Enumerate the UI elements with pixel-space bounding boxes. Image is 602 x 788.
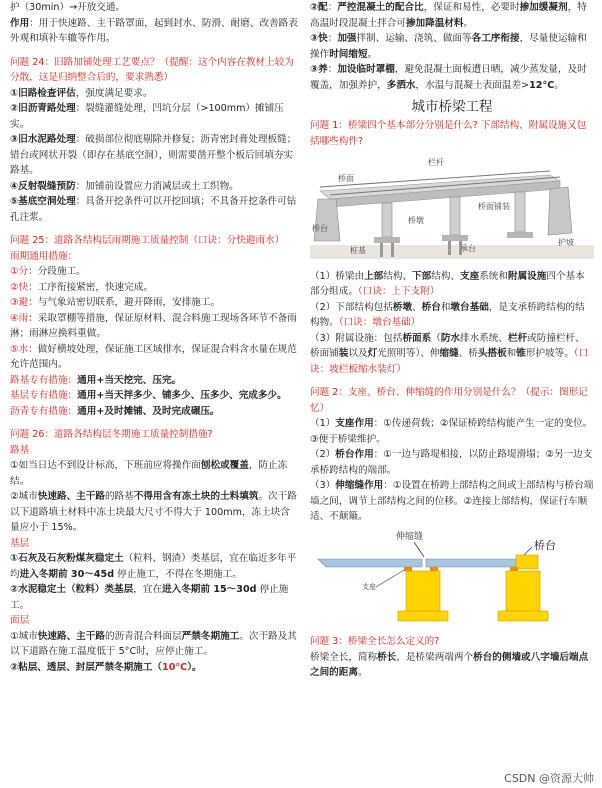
q1-answer-3: （3）附属设施：包括桥面系（防水排水系统、栏杆或防撞栏杆、桥面铺装以及灯光照明等）、伸缩缝、桥头搭板和锥形护坡等。（口诀：坡栏板缩水装灯） (310, 332, 589, 375)
q26-heading-surface: 面层 (10, 615, 30, 626)
q24-item-3: ③旧水泥路处理：破损部位彻底剔除并修复；沥青密封膏处理板缝；错台或网状开裂（即存在基底空洞），则需要凿开整个板后回填夯实路基。 (10, 134, 297, 176)
q24-item-1: ①旧路检查评估，强度满足要求。 (10, 87, 153, 99)
q25-asphalt: 沥青专有措施：通用+及时摊铺、及时完成碾压。 (10, 405, 220, 417)
label-railing: 栏杆 (428, 158, 444, 167)
bridge-illustration (310, 153, 594, 259)
label-abutment: 桥台 (312, 224, 328, 233)
watermark: CSDN @资源大帅 (504, 771, 594, 785)
label-slope-protection: 护坡 (558, 238, 574, 247)
label-abutment-2: 桥台 (534, 538, 556, 552)
q2-answer-2: （2）桥台作用：①一边与路堤相接，以防止路堤滑塌；②另一边支承桥跨结构的端部。 (310, 449, 593, 476)
bridge-diagram (310, 153, 594, 265)
q25-item-2: ②快：工序衔接紧密，快速完成。 (10, 281, 153, 293)
q26-base-2: ②水泥稳定土（粒料）类基层，宜在进入冬期前 15～30d 停止施工。 (10, 584, 289, 611)
label-bearing: 支座 (362, 582, 376, 591)
label-deck-pavement: 桥面铺装 (478, 202, 510, 211)
label-expansion-joint: 伸缩缝 (396, 531, 424, 542)
q26-base-1: ①石灰及石灰粉煤灰稳定土（粒料、钢渣）类基层，宜在临近多年平均进入冬期前 30～45d 停止施工，不得在冬期施工。 (10, 553, 297, 580)
question-26-title: 问题 26：道路各结构层冬期施工质量控制措施? (10, 429, 213, 440)
question-25-title: 问题 25：道路各结构层雨期施工质量控制（口诀：分快避雨水） (10, 235, 285, 246)
q26-surface-2: ②粘层、透层、封层严禁冬期施工（10°C）。 (10, 661, 202, 673)
concrete-item-pei: ②配：严控混凝土的配合比，保证和易性，必要时掺加缓凝剂，特高温时段混凝土拌合可掺加降温材料。 (310, 2, 587, 29)
left-column (10, 0, 298, 675)
q26-heading-base: 基层 (10, 537, 30, 549)
q25-road: 路基专有措施：通用+当天挖完、压完。 (10, 374, 182, 386)
q2-answer-3: （3）伸缩缝作用：①设置在桥跨上部结构之间或上部结构与桥台端墙之间，调节上部结构之间的位移。②连接上部结构，保证行车顺适、不颠簸。 (310, 480, 594, 522)
question-1-title: 问题 1：桥梁四个基本部分分别是什么? 下部结构、附属设施又包括哪些构件? (310, 120, 587, 147)
q24-item-4: ④反射裂缝预防：加铺前设置应力消减层或土工织物。 (10, 180, 239, 192)
question-24-title: 问题 24：旧路加铺处理工艺要点？（提醒：这个内容在教材上较为分散，这是归纳整合后的，要求熟悉） (10, 56, 294, 83)
label-pile-cap: 承台 (460, 244, 476, 253)
concrete-item-yang: ③养：加设临时罩棚，避免混凝土面板遭日晒，减少蒸发量，及时覆盖，加强养护，多洒水，水温与混凝土表面温差>12°C。 (310, 64, 587, 91)
label-pier: 桥墩 (408, 216, 424, 225)
q26-surface-1: ①城市快速路、主干路的沥青混合料面层严禁冬期施工。次干路及其以下道路在施工温度低于 5°C时，应停止施工。 (10, 630, 297, 657)
question-2-title: 问题 2：支座、桥台、伸缩缝的作用分别是什么？（提示：图形记忆） (310, 387, 588, 414)
q25-item-1: ①分：分段施工。 (10, 266, 86, 277)
q25-base: 基层专有措施：通用+当天拌多少、铺多少、压多少、完成多少。 (10, 390, 287, 401)
q3-answer: 桥梁全长，简称桥长，是桥梁两端两个桥台的侧墙或八字墙后端点之间的距离。 (310, 651, 589, 678)
concrete-item-kuai: ③快：加强拌制、运输、浇筑、做面等各工序衔接，尽量使运输和操作时间缩短。 (310, 33, 587, 60)
q2-answer-1: （1）支座作用：①传递荷载；②保证桥跨结构能产生一定的变位。③便于桥梁维护。 (310, 418, 593, 445)
label-deck: 桥面 (338, 174, 354, 183)
q26-heading-road: 路基 (10, 444, 30, 456)
q25-item-5: ⑤水：做好横坡处理，保证施工区域排水，保证混合料含水量在规范允许范围内。 (10, 343, 297, 370)
q24-item-2: ②旧沥青路处理：裂缝灌缝处理，凹坑分层（>100mm）摊铺压实。 (10, 103, 284, 130)
expansion-joint-diagram (310, 529, 594, 631)
q25-subtitle: 雨期通用措施： (10, 250, 78, 262)
q1-answer-1: （1）桥梁由上部结构、下部结构、支座系统和附属设施四个基本部分组成。（口诀：上下支附） (310, 270, 585, 297)
question-3-title: 问题 3：桥梁全长怎么定义的? (310, 636, 440, 647)
abutment-illustration (310, 529, 594, 625)
q26-road-2: ②城市快速路、主干路的路基不得用含有冻土块的土料填筑。次干路以下道路填土材料中冻土块最大尺寸不得大于 100mm，冻土块含量应小于 15%。 (10, 491, 297, 533)
q1-answer-2: （2）下部结构包括桥墩、桥台和墩台基础，是支承桥跨结构的结构物。（口诀：墩台基础） (310, 301, 585, 328)
q25-item-4: ④雨：采取罩棚等措施，保证原材料、混合料施工现场各环节不备雨淋；雨淋应换料重做。 (10, 312, 297, 339)
q26-road-1: ①如当日达不到设计标高，下班前应将操作面刨松或覆盖，防止冻结。 (10, 460, 288, 487)
section-title: 城市桥梁工程 (411, 99, 493, 115)
label-pile: 桩基 (350, 246, 366, 255)
q25-item-3: ③避：与气象站密切联系，避开降雨，安排施工。 (10, 297, 221, 308)
intro-line1: 护（30min）→开放交通。 (10, 2, 126, 13)
right-column (310, 0, 594, 681)
intro-line2: 作用：用于快速路、主干路罩面，起到封水、防滑、耐磨、改善路表外观和填补车辙等作用。 (10, 17, 298, 44)
q24-item-5: ⑤基底空洞处理：具备开挖条件可以开挖回填；不具备开挖条件可钻孔注浆。 (10, 196, 297, 223)
